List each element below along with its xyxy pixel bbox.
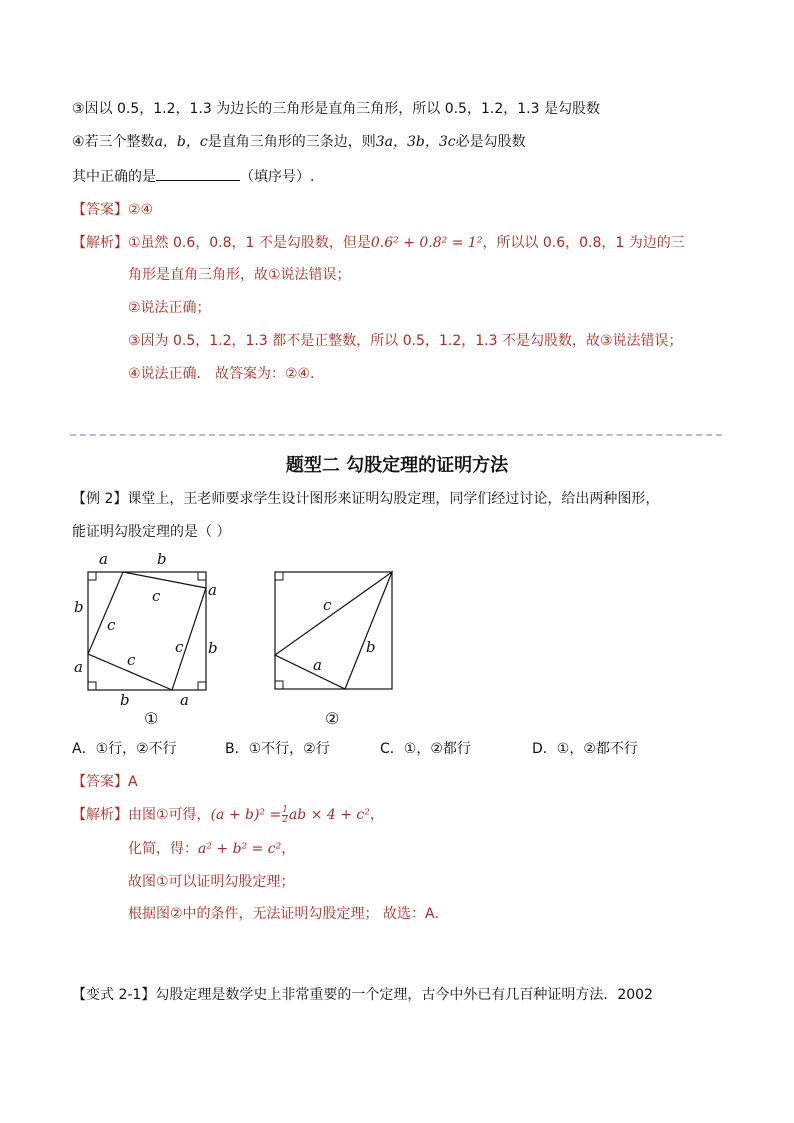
example-2-line-2: 能证明勾股定理的是（ ） (72, 524, 231, 540)
fig1-label-b-left: b (74, 598, 84, 616)
fig2-label-b: b (366, 638, 376, 656)
fig1-label-c-top: c (152, 587, 161, 605)
answer-blank (156, 166, 240, 181)
fill-in-question: 其中正确的是 （填序号）. (72, 166, 314, 187)
answer-1: 【答案】②④ (72, 202, 154, 218)
section-title: 题型二 勾股定理的证明方法 (285, 455, 509, 476)
analysis-1-line-4: ③因为 0.5，1.2，1.3 都不是正整数，所以 0.5，1.2，1.3 不是勾股数，故③说法错误； (128, 333, 683, 349)
section-divider (70, 434, 722, 436)
analysis-1-line-1: 【解析】①虽然 0.6，0.8，1 不是勾股数，但是0.6² + 0.8² = 1²，所以以 0.6，0.8，1 为边的三 (72, 235, 685, 251)
fig2-label-c: c (323, 596, 332, 614)
fig1-label-c-bottom: c (127, 651, 136, 669)
analysis-2-line-1: 【解析】由图①可得，(a + b)² = $\frac{1}{2}$ ab × 4 + c²， (72, 804, 384, 825)
fig1-label-c-left: c (107, 616, 116, 634)
fig1-label-a-right: a (208, 581, 217, 599)
figure-1-diagram (60, 548, 240, 734)
figure-1-caption: ① (144, 709, 159, 728)
fig2-label-a: a (313, 656, 322, 674)
analysis-2-line-3: 故图①可以证明勾股定理； (128, 874, 295, 890)
answer-2: 【答案】A (72, 774, 138, 790)
variant-2-1: 【变式 2-1】勾股定理是数学史上非常重要的一个定理，古今中外已有几百种证明方法．2002 (72, 987, 653, 1003)
figure-2-diagram (255, 548, 415, 734)
analysis-1-line-5: ④说法正确． 故答案为：②④． (128, 366, 325, 382)
option-a: A．①行，②不行 (72, 741, 177, 757)
statement-3: ③因以 0.5，1.2，1.3 为边长的三角形是直角三角形，所以 0.5，1.2，1.3 是勾股数 (72, 101, 600, 117)
analysis-1-line-2: 角形是直角三角形，故①说法错误； (128, 267, 351, 283)
fig1-label-b-right: b (208, 639, 218, 657)
example-2-line-1: 【例 2】课堂上，王老师要求学生设计图形来证明勾股定理，同学们经过讨论，给出两种图形， (72, 491, 660, 507)
fig1-label-a-top: a (99, 550, 108, 568)
option-b: B．①不行，②行 (225, 741, 330, 757)
fig1-label-a-bottom: a (180, 691, 189, 709)
option-c: C．①，②都行 (380, 741, 471, 757)
analysis-2-line-4: 根据图②中的条件，无法证明勾股定理； 故选：A． (128, 906, 449, 922)
fig1-label-b-bottom: b (120, 691, 130, 709)
statement-4: ④若三个整数a，b，c是直角三角形的三条边，则3a，3b，3c必是勾股数 (72, 134, 526, 150)
analysis-1-line-3: ②说法正确； (128, 300, 211, 316)
analysis-2-line-2: 化简，得：a² + b² = c²， (128, 841, 296, 857)
fig1-label-c-right: c (175, 638, 184, 656)
fig1-label-a-left: a (74, 658, 83, 676)
option-d: D．①，②都不行 (532, 741, 638, 757)
fig1-label-b-top: b (157, 550, 167, 568)
figure-2-caption: ② (325, 709, 340, 728)
